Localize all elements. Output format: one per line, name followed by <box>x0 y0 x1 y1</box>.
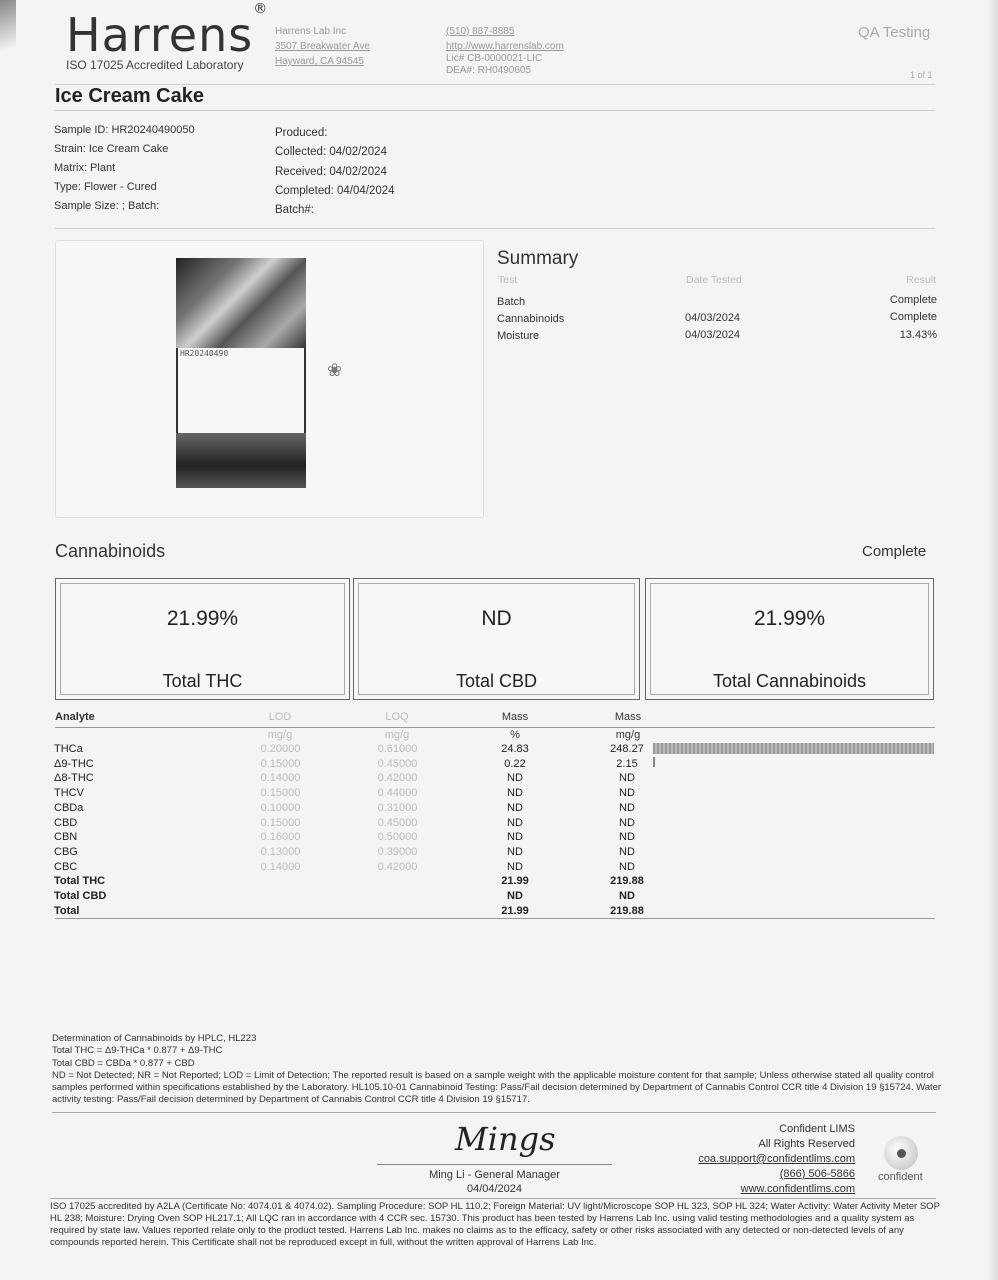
cannabinoids-title: Cannabinoids <box>55 541 166 561</box>
cell-lod: 0.13000 <box>260 845 301 858</box>
total-cannabinoids-label: Total Cannabinoids <box>712 671 867 691</box>
cell-analyte: Total THC <box>54 875 106 888</box>
summary-result-batch: Complete <box>889 294 937 306</box>
cell-analyte: Total CBD <box>54 890 107 902</box>
bag-label-text: HR20240490 <box>180 349 229 358</box>
lab-dea: DEA#: RH0490605 <box>446 65 532 76</box>
lab-info <box>275 24 370 69</box>
col-mass-mg-header: Mass <box>614 711 642 723</box>
summary-result-moisture: 13.43% <box>899 329 937 341</box>
cell-mass-pct: ND <box>507 772 523 785</box>
signature-line <box>377 1164 612 1165</box>
produced-date: Produced: <box>275 127 328 139</box>
summary-date-moisture: 04/03/2024 <box>685 329 741 341</box>
cell-lod: 0.15000 <box>260 787 301 800</box>
note-total-thc: Total THC = Δ9-THCa * 0.877 + Δ9-THC <box>52 1045 223 1057</box>
lab-address-1: 3507 Breakwater Ave <box>275 41 370 52</box>
cell-mass-pct: ND <box>507 801 523 814</box>
cell-lod: 0.15000 <box>260 757 301 770</box>
page-number: 1 of 1 <box>910 70 933 80</box>
cell-mass-mg: 248.27 <box>610 743 644 755</box>
lab-name: Harrens Lab Inc <box>275 26 347 37</box>
bag-top <box>176 258 306 348</box>
summary-test-moisture: Moisture <box>497 330 540 342</box>
cell-mass-pct: ND <box>507 831 523 844</box>
flower-bud-icon: ❀ <box>327 360 343 380</box>
sample-dates <box>275 124 395 220</box>
page-right-shadow <box>986 0 998 1280</box>
col-analyte-header: Analyte <box>55 711 95 723</box>
page-edge-shadow <box>0 0 16 70</box>
sample-strain: Strain: Ice Cream Cake <box>54 143 169 155</box>
note-definitions: ND = Not Detected; NR = Not Reported; LOD = Limit of Detection; The reported result is based on a sample weight with the applicable moisture content for that sample; Unless otherwise stated all quality control samples performed within specifications established by the Laboratory. HL105.10-01 Cannabinoid Testing: Pass/Fail decision determined by Department of Cannabis Control CCR title 4 Division 19 §15724. Water activity testing: Pass/Fail decision determined by Department of Cannabis Control CCR title 4 Division 19 §15717. <box>52 1069 942 1106</box>
lims-name: Confident LIMS <box>779 1123 855 1135</box>
footer-disclaimer: ISO 17025 accredited by A2LA (Certificate No: 4074.01 & 4074.02). Sampling Procedure: SOP HL 110.2; Foreign Material: UV light/Microscope SOP HL 323, SOP HL 324; Water Activity: Water Activity Meter SOP HL 238; Moisture: Drying Oven SOP HL217.1; All LQC ran in accordance with 4 CCR sec. 15730. This product has been tested by Harrens Lab Inc. using valid testing methodologies and a quality system as required by state law. Values reported relate only to the product tested. Harrens Lab Inc. makes no claims as to the efficacy, safety or other risks associated with any detected or non-detected levels of any compounds reported herein. This Certificate shall not be reproduced except in full, without the written approval of Harrens Lab Inc. <box>50 1201 940 1249</box>
received-date: Received: 04/02/2024 <box>275 165 387 178</box>
table-bottom-divider <box>55 918 935 919</box>
signer-block <box>377 1168 612 1196</box>
summary-test-batch: Batch <box>497 296 526 308</box>
cell-mass-pct: 0.22 <box>504 757 526 770</box>
lims-block <box>660 1122 855 1197</box>
qa-testing-label: QA Testing <box>858 24 931 41</box>
cell-mass-mg: ND <box>619 772 635 785</box>
bag-bottom <box>176 433 306 488</box>
cell-mass-mg: ND <box>619 816 635 829</box>
cell-mass-pct: 24.83 <box>501 743 529 755</box>
cell-mass-pct: 21.99 <box>501 904 529 917</box>
signer-date: 04/04/2024 <box>466 1183 523 1195</box>
lab-contact <box>446 26 564 77</box>
total-cannabinoids-value: 21.99% <box>753 607 826 630</box>
note-method: Determination of Cannabinoids by HPLC, HL223 <box>52 1033 257 1044</box>
col-mass-mg-unit: mg/g <box>615 729 641 741</box>
cell-loq: 0.50000 <box>377 831 418 844</box>
cell-loq: 0.42000 <box>377 772 418 785</box>
summary-header-date: Date Tested <box>686 274 742 286</box>
col-loq-header: LOQ <box>385 711 409 723</box>
cell-loq: 0.45000 <box>377 816 418 829</box>
bag-label <box>178 348 304 433</box>
cell-analyte: CBD <box>54 816 78 829</box>
lab-address-2: Hayward, CA 94545 <box>275 56 364 67</box>
cell-mass-pct: ND <box>507 860 523 873</box>
note-total-cbd: Total CBD = CBDa * 0.877 + CBD <box>52 1057 195 1069</box>
summary-header-test: Test <box>498 274 518 286</box>
summary-title: Summary <box>497 248 579 269</box>
cell-loq: 0.45000 <box>377 757 418 770</box>
collected-date: Collected: 04/02/2024 <box>275 146 387 159</box>
cell-mass-pct: ND <box>507 787 523 800</box>
thca-bar <box>653 743 934 754</box>
harrens-logo: Harrens® <box>66 0 269 62</box>
cell-loq: 0.44000 <box>377 787 418 800</box>
sample-id: Sample ID: HR20240490050 <box>54 124 195 136</box>
notes-divider <box>52 1112 936 1113</box>
total-thc-box <box>55 578 350 700</box>
d9-thc-bar <box>653 757 655 767</box>
cell-mass-mg: 219.88 <box>610 904 644 917</box>
cell-analyte: Total <box>54 904 80 917</box>
cell-loq: 0.61000 <box>377 743 418 755</box>
cell-mass-mg: ND <box>619 831 635 844</box>
signer-name: Ming Li - General Manager <box>429 1169 560 1181</box>
cell-analyte: Δ8-THC <box>54 772 94 785</box>
total-cbd-box <box>353 578 640 700</box>
batch-number: Batch#: <box>275 204 314 217</box>
summary-date-cannabinoids: 04/03/2024 <box>685 312 741 324</box>
summary-result-cannabinoids: Complete <box>889 311 937 323</box>
lims-website[interactable]: www.confidentlims.com <box>740 1183 855 1195</box>
col-lod-unit: mg/g <box>267 729 293 741</box>
iso-accreditation: ISO 17025 Accredited Laboratory <box>66 58 244 72</box>
lims-email[interactable]: coa.support@confidentlims.com <box>698 1153 855 1165</box>
sample-meta <box>54 121 195 216</box>
cell-mass-mg: 219.88 <box>610 875 644 888</box>
col-loq-unit: mg/g <box>384 729 410 741</box>
confident-brand: confident <box>878 1171 923 1183</box>
sample-size: Sample Size: ; Batch: <box>54 200 160 212</box>
method-notes <box>52 1033 942 1107</box>
lab-website[interactable]: http://www.harrenslab.com <box>446 41 564 52</box>
cell-mass-mg: ND <box>619 801 635 814</box>
cell-lod: 0.15000 <box>260 816 301 829</box>
total-cbd-label: Total CBD <box>455 671 538 691</box>
cell-analyte: CBC <box>54 860 78 873</box>
cell-lod: 0.20000 <box>260 743 301 755</box>
lab-license: Lic# CB-0000021-LIC <box>446 53 543 64</box>
logo-dot <box>897 1149 906 1158</box>
cell-mass-pct: 21.99 <box>501 875 529 888</box>
cell-mass-mg: ND <box>619 890 635 902</box>
cell-analyte: CBDa <box>54 801 84 814</box>
title-divider <box>55 110 935 111</box>
total-thc-label: Total THC <box>162 671 243 691</box>
meta-divider <box>55 228 935 229</box>
lims-rights: All Rights Reserved <box>758 1138 855 1150</box>
cell-mass-mg: ND <box>619 845 635 858</box>
lims-phone: (866) 506-5866 <box>779 1168 855 1180</box>
summary-test-cannabinoids: Cannabinoids <box>497 313 565 325</box>
cell-mass-pct: ND <box>507 890 523 902</box>
cell-loq: 0.31000 <box>377 801 418 814</box>
cell-lod: 0.16000 <box>260 831 301 844</box>
lab-phone: (510) 887-8885 <box>446 26 515 37</box>
cell-analyte: THCV <box>54 787 84 800</box>
cell-mass-mg: 2.15 <box>616 757 638 770</box>
cell-lod: 0.14000 <box>260 772 301 785</box>
sample-type: Type: Flower - Cured <box>54 181 157 193</box>
cell-mass-mg: ND <box>619 860 635 873</box>
cannabinoids-status: Complete <box>862 543 927 560</box>
cell-mass-mg: ND <box>619 787 635 800</box>
signature-image: Mings <box>455 1120 556 1158</box>
cell-lod: 0.14000 <box>260 860 301 873</box>
cell-loq: 0.39000 <box>377 845 418 858</box>
col-mass-pct-header: Mass <box>501 711 529 723</box>
cell-analyte: CBG <box>54 845 78 858</box>
cell-lod: 0.10000 <box>260 801 301 814</box>
total-cbd-value: ND <box>481 607 512 630</box>
summary-header-result: Result <box>906 274 936 286</box>
sample-matrix: Matrix: Plant <box>54 162 116 174</box>
cell-analyte: CBN <box>54 831 78 844</box>
completed-date: Completed: 04/04/2024 <box>275 184 395 197</box>
cell-mass-pct: ND <box>507 845 523 858</box>
sample-title: Ice Cream Cake <box>55 85 204 107</box>
cell-analyte: Δ9-THC <box>54 757 94 770</box>
col-mass-pct-unit: % <box>510 729 520 741</box>
sample-bag-photo <box>176 258 306 488</box>
cell-mass-pct: ND <box>507 816 523 829</box>
cell-analyte: THCa <box>54 743 83 755</box>
confident-logo-icon <box>884 1136 918 1170</box>
total-cannabinoids-box <box>645 578 934 700</box>
col-lod-header: LOD <box>268 711 292 723</box>
footer-divider <box>50 1198 936 1199</box>
cell-loq: 0.42000 <box>377 860 418 873</box>
total-thc-value: 21.99% <box>166 607 239 630</box>
